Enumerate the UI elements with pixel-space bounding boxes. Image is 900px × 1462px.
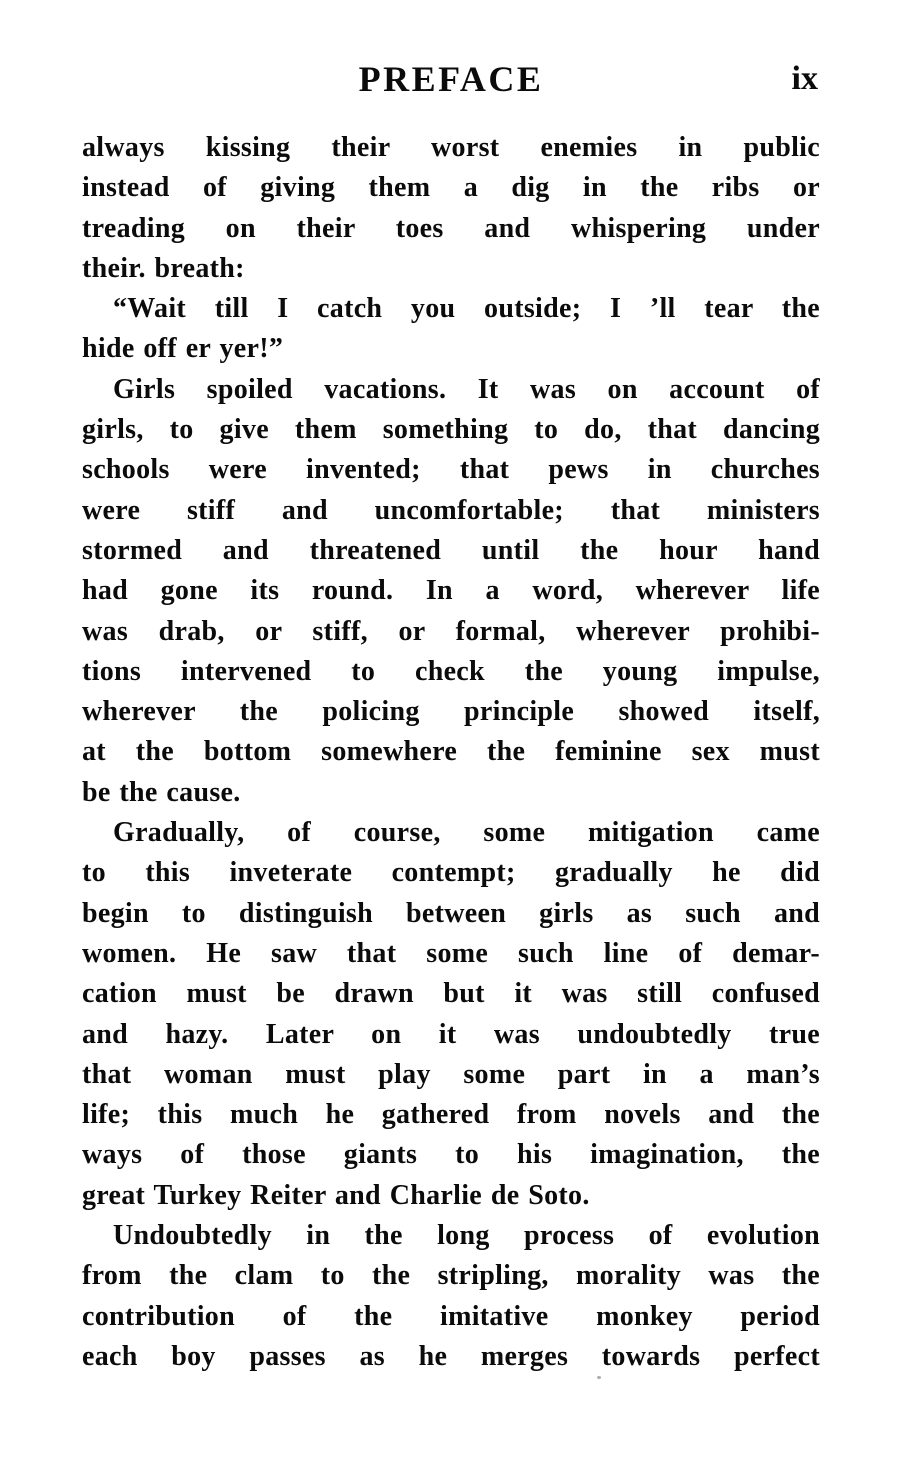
text-line: their. breath: [82, 252, 245, 284]
text-line: ways of those giants to his imagination, the [82, 1139, 820, 1171]
text-line: that woman must play some part in a man’s [82, 1058, 820, 1090]
page-number: ix [791, 60, 818, 97]
text-line: Girls spoiled vacations. It was on account of [113, 373, 820, 405]
text-line: at the bottom somewhere the feminine sex must [82, 736, 820, 768]
ink-speck [597, 1376, 601, 1379]
text-line: was drab, or stiff, or formal, wherever prohibi- [82, 615, 820, 647]
text-line: girls, to give them something to do, that dancing [82, 414, 820, 446]
text-line: wherever the policing principle showed itself, [82, 696, 820, 728]
text-line: cation must be drawn but it was still confused [82, 978, 820, 1010]
text-line: Gradually, of course, some mitigation came [113, 817, 820, 849]
text-line: had gone its round. In a word, wherever life [82, 575, 820, 607]
text-line: were stiff and uncomfortable; that ministers [82, 494, 820, 526]
text-line: contribution of the imitative monkey period [82, 1300, 820, 1332]
text-line: begin to distinguish between girls as such and [82, 897, 820, 929]
text-line: tions intervened to check the young impulse, [82, 655, 820, 687]
text-line: to this inveterate contempt; gradually he did [82, 857, 820, 889]
text-line: stormed and threatened until the hour hand [82, 534, 820, 566]
text-line: and hazy. Later on it was undoubtedly true [82, 1018, 820, 1050]
text-line: instead of giving them a dig in the ribs or [82, 172, 820, 204]
text-line: Undoubtedly in the long process of evolution [113, 1220, 820, 1252]
page-header [82, 58, 820, 100]
text-line: from the clam to the stripling, morality was the [82, 1260, 820, 1292]
text-line: women. He saw that some such line of demar- [82, 937, 820, 969]
body-text [82, 128, 820, 1377]
text-line: always kissing their worst enemies in public [82, 132, 820, 163]
text-line: schools were invented; that pews in churches [82, 454, 820, 486]
text-line: treading on their toes and whispering under [82, 212, 820, 244]
text-line: hide off er yer!” [82, 333, 284, 365]
text-line: life; this much he gathered from novels and the [82, 1099, 820, 1131]
text-line: be the cause. [82, 776, 241, 808]
text-line: each boy passes as he merges towards perfect [82, 1340, 820, 1372]
text-line: “Wait till I catch you outside; I ’ll tear the [113, 293, 820, 325]
text-line: great Turkey Reiter and Charlie de Soto. [82, 1179, 590, 1211]
page-title: PREFACE [358, 59, 544, 99]
